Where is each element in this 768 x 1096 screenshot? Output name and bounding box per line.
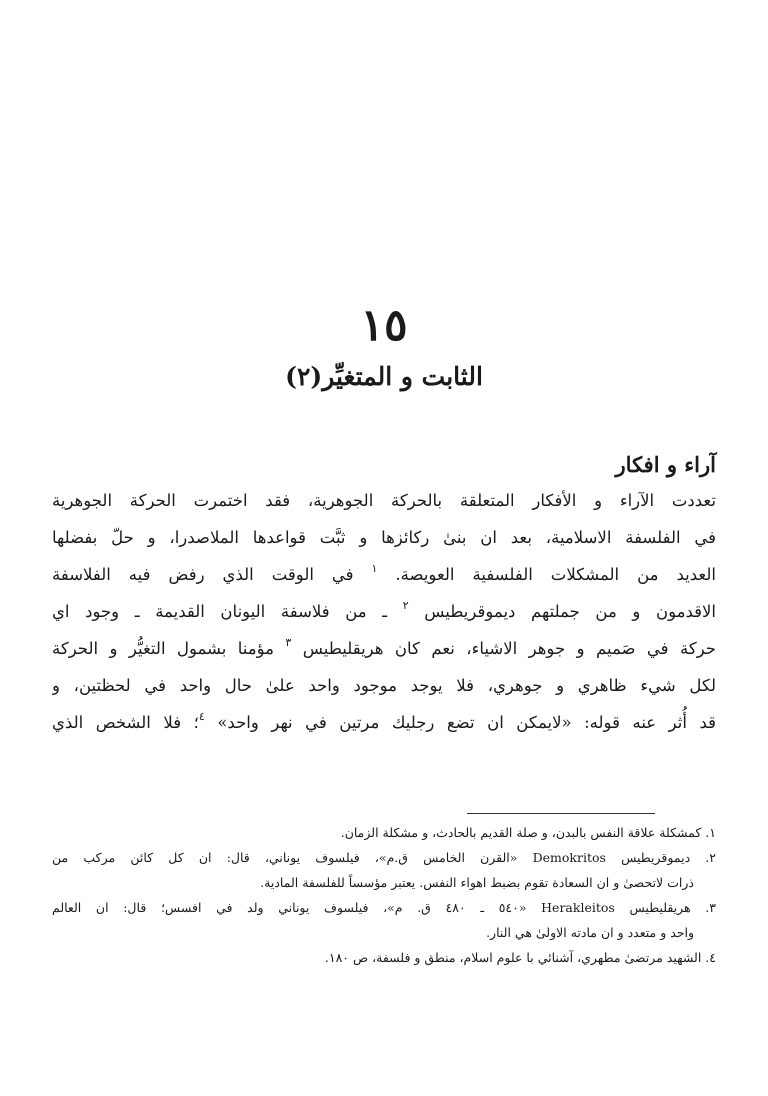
text-run: تعددت الآراء و الأفکار المتعلقة بالحرکة الجوهرية، فقد اختمرت الحرکة الجوهرية: [52, 491, 716, 510]
text-run: لکل شيء ظاهري و جوهري، فلا يوجد موجود واحد علیٰ حال واحد في لحظتين، و: [52, 676, 716, 695]
text-run: العديد من المشکلات الفلسفية العويصة.: [377, 565, 716, 584]
footnote-1: ١. کمشکلة علاقة النفس بالبدن، و صلة القديم بالحادث، و مشکلة الزمان.: [340, 825, 716, 840]
text-run: الاقدمون و من جملتهم ديموقريطيس: [408, 602, 716, 621]
text-run: مؤمنا بشمول التغيُّر و الحرکة: [52, 639, 286, 658]
footnote-3: ٣. هريقليطيس Herakleitos «٥٤٠ ـ ٤٨٠ ق. م»، فيلسوف يوناني ولد في افسس؛ قال: ان العالم: [52, 900, 716, 915]
body-line: [52, 667, 716, 704]
text-run: ـ من فلاسفة اليونان القديمة ـ وجود اي: [52, 602, 403, 621]
footnote-divider: [467, 813, 655, 814]
footnote-4: ٤. الشهيد مرتضیٰ مطهري، آشنائي با علوم اسلام، منطق و فلسفة، ص ١٨٠.: [324, 950, 716, 965]
text-run: في الفلسفة الاسلامية، بعد ان بنیٰ رکائزها و ثبَّت قواعدها الملاصدرا، و حلّ بفضلها: [52, 528, 716, 547]
text-run: قد أُثر عنه قوله: «لايمکن ان تضع رجليك مرتين في نهر واحد»: [204, 713, 716, 732]
body-line: [52, 593, 716, 630]
chapter-title: الثابت و المتغيِّر(٢): [285, 362, 483, 391]
footnote-3-continued: واحد و متعدد و ان مادته الاولیٰ هي النار.: [486, 925, 694, 940]
footnote-ref[interactable]: ٢: [402, 599, 409, 612]
text-run: في الوقت الذي رفض فيه الفلاسفة: [52, 565, 372, 584]
body-line: [52, 519, 716, 556]
body-line: [52, 704, 716, 741]
footnote-ref[interactable]: ٤: [198, 710, 205, 723]
body-line: [52, 630, 716, 667]
section-heading: آراء و افکار: [615, 452, 716, 477]
body-line: [52, 556, 716, 593]
body-line: [52, 482, 716, 519]
footnote-2: ٢. ديموقريطيس Demokritos «القرن الخامس ق.م»، فيلسوف يوناني، قال: ان کل کائن مرکب من: [52, 850, 716, 865]
footnote-2-continued: ذرات لاتحصیٰ و ان السعادة تقوم بضبط اهواء النفس. يعتبر مؤسساً للفلسفة المادية.: [260, 875, 694, 890]
footnote-ref[interactable]: ٣: [285, 636, 292, 649]
chapter-number: ١٥: [360, 300, 408, 351]
text-run: ؛ فلا الشخص الذي: [52, 713, 199, 732]
footnote-ref[interactable]: ١: [371, 562, 378, 575]
footnotes: [52, 820, 716, 970]
body-text: [52, 482, 716, 741]
text-run: حرکة في صَميم و جوهر الاشياء، نعم کان هريقليطيس: [291, 639, 716, 658]
